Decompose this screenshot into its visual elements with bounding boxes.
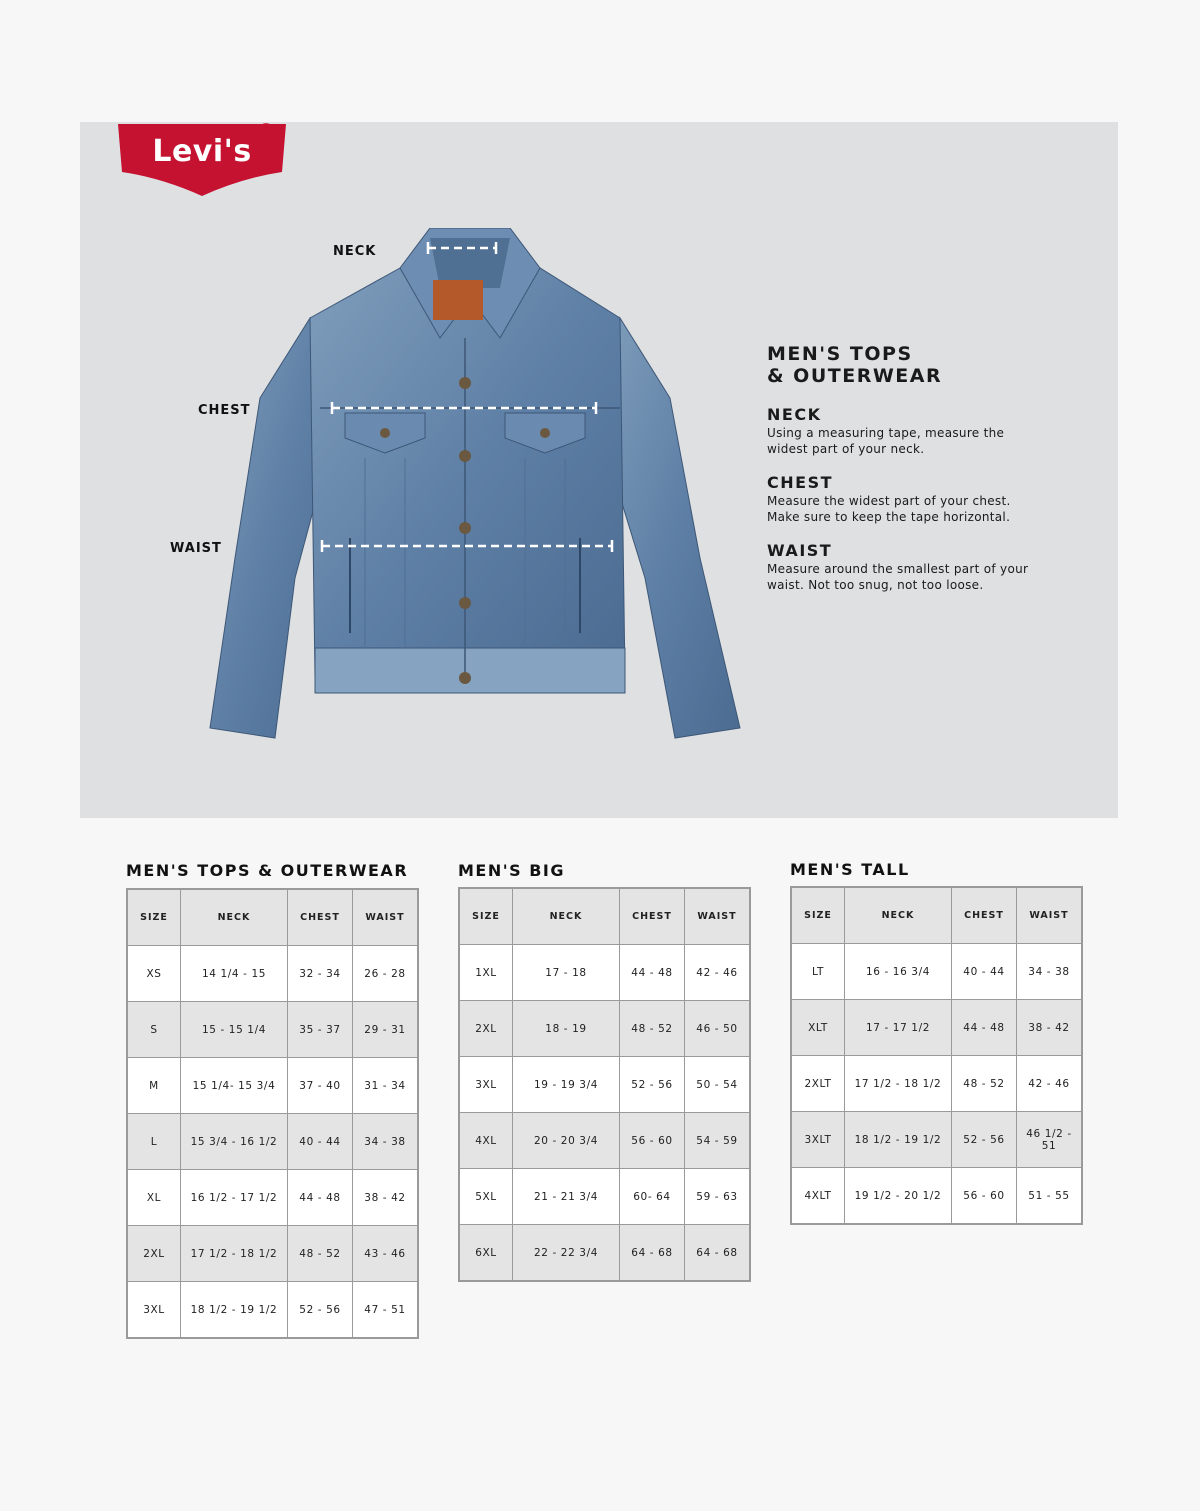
table-cell: 38 - 42 xyxy=(1017,1000,1083,1056)
column-header: CHEST xyxy=(620,888,685,945)
table-cell: 3XL xyxy=(127,1282,181,1339)
table-cell: 51 - 55 xyxy=(1017,1168,1083,1225)
table-cell: 44 - 48 xyxy=(288,1170,353,1226)
table-cell: 4XLT xyxy=(791,1168,845,1225)
table-cell: 46 - 50 xyxy=(685,1001,751,1057)
table-cell: 17 - 18 xyxy=(513,945,620,1001)
guide-text: Measure the widest part of your chest. Make sure to keep the tape horizontal. xyxy=(767,494,1011,524)
table-cell: 1XL xyxy=(459,945,513,1001)
table-cell: 26 - 28 xyxy=(353,946,419,1002)
denim-jacket-image xyxy=(200,228,750,748)
guide-heading: WAIST xyxy=(767,541,833,560)
column-header: SIZE xyxy=(459,888,513,945)
table-cell: XL xyxy=(127,1170,181,1226)
table-row xyxy=(459,1225,750,1282)
table-row xyxy=(127,1114,418,1170)
measurement-guide xyxy=(767,343,1067,593)
table-row xyxy=(459,1057,750,1113)
table-cell: 2XLT xyxy=(791,1056,845,1112)
table-cell: 18 1/2 - 19 1/2 xyxy=(845,1112,952,1168)
table-cell: 15 - 15 1/4 xyxy=(181,1002,288,1058)
guide-section-chest xyxy=(767,473,1067,525)
table-cell: 15 3/4 - 16 1/2 xyxy=(181,1114,288,1170)
table-header-row xyxy=(127,889,418,946)
table-row xyxy=(791,1056,1082,1112)
guide-heading: CHEST xyxy=(767,473,833,492)
table-cell: M xyxy=(127,1058,181,1114)
column-header: CHEST xyxy=(952,887,1017,944)
table-cell: 2XL xyxy=(459,1001,513,1057)
table-cell: 18 1/2 - 19 1/2 xyxy=(181,1282,288,1339)
table-cell: 17 1/2 - 18 1/2 xyxy=(181,1226,288,1282)
table-cell: 4XL xyxy=(459,1113,513,1169)
table-cell: 52 - 56 xyxy=(952,1112,1017,1168)
column-header: CHEST xyxy=(288,889,353,946)
column-header: WAIST xyxy=(353,889,419,946)
guide-section-waist xyxy=(767,541,1067,593)
column-header: WAIST xyxy=(685,888,751,945)
table-cell: 34 - 38 xyxy=(1017,944,1083,1000)
size-table-tall xyxy=(790,886,1083,1225)
table-cell: 2XL xyxy=(127,1226,181,1282)
table-cell: 54 - 59 xyxy=(685,1113,751,1169)
logo-wordmark: Levi's xyxy=(152,134,252,169)
table-cell: 16 1/2 - 17 1/2 xyxy=(181,1170,288,1226)
table-cell: 42 - 46 xyxy=(685,945,751,1001)
table-cell: 29 - 31 xyxy=(353,1002,419,1058)
table-cell: 60- 64 xyxy=(620,1169,685,1225)
guide-section-neck xyxy=(767,405,1067,457)
table-cell: 50 - 54 xyxy=(685,1057,751,1113)
table-cell: 59 - 63 xyxy=(685,1169,751,1225)
table-cell: 48 - 52 xyxy=(620,1001,685,1057)
table-title-tops: MEN'S TOPS & OUTERWEAR xyxy=(126,861,409,880)
table-cell: 44 - 48 xyxy=(952,1000,1017,1056)
chest-label: CHEST xyxy=(198,403,251,418)
table-cell: 48 - 52 xyxy=(952,1056,1017,1112)
table-cell: 52 - 56 xyxy=(288,1282,353,1339)
table-cell: XLT xyxy=(791,1000,845,1056)
registered-mark xyxy=(256,122,276,142)
table-cell: 32 - 34 xyxy=(288,946,353,1002)
guide-text: Using a measuring tape, measure the widest part of your neck. xyxy=(767,426,1005,456)
table-cell: 56 - 60 xyxy=(620,1113,685,1169)
table-cell: 34 - 38 xyxy=(353,1114,419,1170)
guide-title: MEN'S TOPS & OUTERWEAR xyxy=(767,343,943,387)
svg-text:R: R xyxy=(262,126,270,139)
table-cell: 56 - 60 xyxy=(952,1168,1017,1225)
table-header-row xyxy=(459,888,750,945)
table-cell: 42 - 46 xyxy=(1017,1056,1083,1112)
table-cell: 19 - 19 3/4 xyxy=(513,1057,620,1113)
table-cell: 43 - 46 xyxy=(353,1226,419,1282)
table-cell: 16 - 16 3/4 xyxy=(845,944,952,1000)
table-title-tall: MEN'S TALL xyxy=(790,860,910,879)
table-row xyxy=(127,1058,418,1114)
guide-heading: NECK xyxy=(767,405,822,424)
table-cell: 18 - 19 xyxy=(513,1001,620,1057)
table-cell: 17 - 17 1/2 xyxy=(845,1000,952,1056)
table-cell: L xyxy=(127,1114,181,1170)
table-cell: 3XL xyxy=(459,1057,513,1113)
table-cell: 46 1/2 - 51 xyxy=(1017,1112,1083,1168)
table-cell: XS xyxy=(127,946,181,1002)
table-cell: 35 - 37 xyxy=(288,1002,353,1058)
table-row xyxy=(791,1000,1082,1056)
table-row xyxy=(791,1112,1082,1168)
table-cell: S xyxy=(127,1002,181,1058)
table-cell: 40 - 44 xyxy=(288,1114,353,1170)
table-cell: 40 - 44 xyxy=(952,944,1017,1000)
table-cell: 19 1/2 - 20 1/2 xyxy=(845,1168,952,1225)
table-cell: 3XLT xyxy=(791,1112,845,1168)
column-header: NECK xyxy=(513,888,620,945)
neck-label: NECK xyxy=(333,244,377,259)
table-cell: 48 - 52 xyxy=(288,1226,353,1282)
table-row xyxy=(791,1168,1082,1225)
table-cell: 21 - 21 3/4 xyxy=(513,1169,620,1225)
table-cell: 44 - 48 xyxy=(620,945,685,1001)
table-row xyxy=(459,1169,750,1225)
column-header: NECK xyxy=(845,887,952,944)
guide-text: Measure around the smallest part of your waist. Not too snug, not too loose. xyxy=(767,562,1029,592)
table-cell: 38 - 42 xyxy=(353,1170,419,1226)
table-cell: 15 1/4- 15 3/4 xyxy=(181,1058,288,1114)
table-row xyxy=(459,1113,750,1169)
table-header-row xyxy=(791,887,1082,944)
table-cell: 64 - 68 xyxy=(685,1225,751,1282)
table-cell: 5XL xyxy=(459,1169,513,1225)
table-cell: 20 - 20 3/4 xyxy=(513,1113,620,1169)
table-cell: 31 - 34 xyxy=(353,1058,419,1114)
table-row xyxy=(127,1002,418,1058)
size-table-tops xyxy=(126,888,419,1339)
table-cell: 64 - 68 xyxy=(620,1225,685,1282)
table-row xyxy=(127,1170,418,1226)
table-cell: 47 - 51 xyxy=(353,1282,419,1339)
size-table-big xyxy=(458,887,751,1282)
table-title-big: MEN'S BIG xyxy=(458,861,566,880)
table-cell: 22 - 22 3/4 xyxy=(513,1225,620,1282)
table-row xyxy=(127,1282,418,1339)
table-cell: 17 1/2 - 18 1/2 xyxy=(845,1056,952,1112)
table-cell: 14 1/4 - 15 xyxy=(181,946,288,1002)
table-row xyxy=(791,944,1082,1000)
column-header: WAIST xyxy=(1017,887,1083,944)
waist-label: WAIST xyxy=(170,541,222,556)
table-row xyxy=(127,1226,418,1282)
column-header: SIZE xyxy=(791,887,845,944)
table-row xyxy=(127,946,418,1002)
column-header: SIZE xyxy=(127,889,181,946)
table-cell: 52 - 56 xyxy=(620,1057,685,1113)
table-cell: 6XL xyxy=(459,1225,513,1282)
table-cell: 37 - 40 xyxy=(288,1058,353,1114)
table-row xyxy=(459,945,750,1001)
table-row xyxy=(459,1001,750,1057)
table-cell: LT xyxy=(791,944,845,1000)
column-header: NECK xyxy=(181,889,288,946)
